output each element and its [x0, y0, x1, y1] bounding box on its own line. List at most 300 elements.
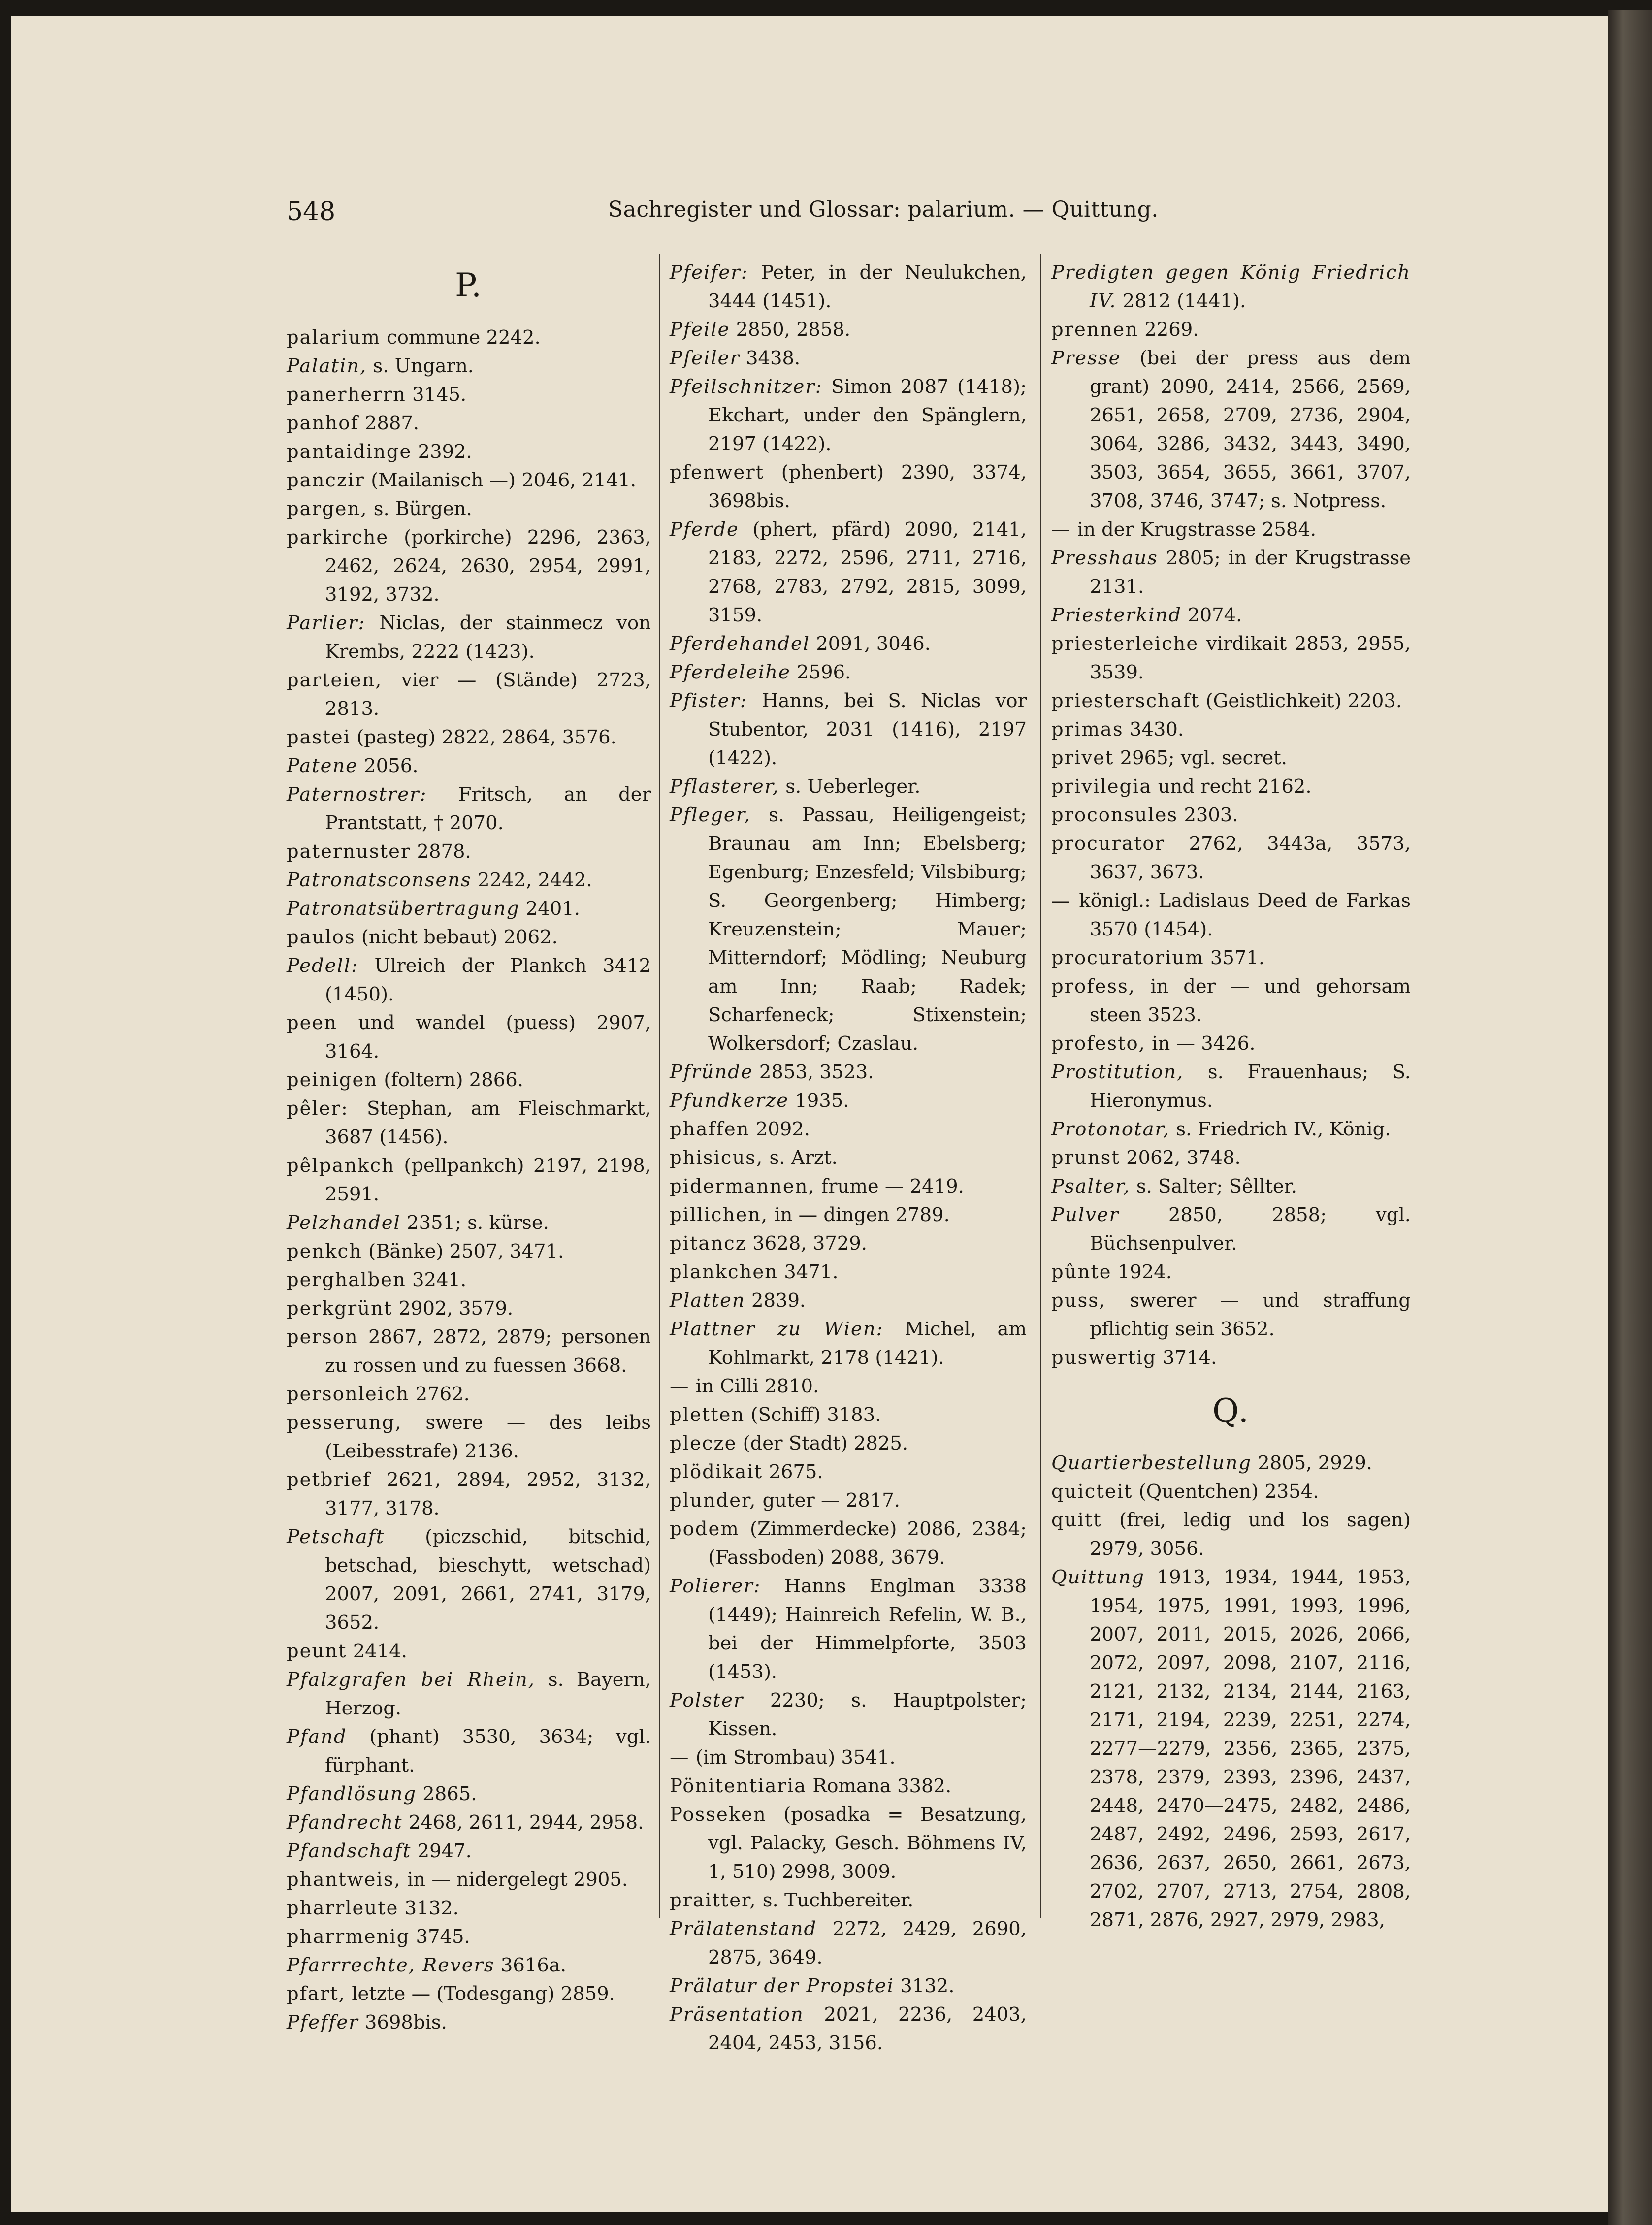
index-entry	[1051, 1506, 1411, 1563]
entry-references: 3438.	[746, 347, 801, 369]
index-entry	[670, 458, 1027, 516]
index-entry	[1051, 801, 1411, 830]
entry-references: 2887.	[364, 412, 420, 434]
index-entry	[670, 658, 1027, 687]
entry-headword: Polster	[670, 1689, 744, 1711]
index-entry	[287, 523, 651, 609]
index-entry	[1051, 1172, 1411, 1201]
entry-references: s. Ungarn.	[373, 355, 474, 377]
index-entry	[287, 666, 651, 723]
entry-references: 2401.	[525, 898, 580, 920]
index-entry	[287, 1637, 651, 1666]
entry-references: 3132.	[404, 1897, 459, 1919]
entry-headword: pletten	[670, 1404, 745, 1426]
entry-references: 2902, 3579.	[398, 1297, 514, 1320]
entry-references: s. Salter; Sêllter.	[1136, 1175, 1297, 1197]
entry-references: Simon 2087 (1418); Ekchart, under den Spänglern, 2197 (1422).	[708, 376, 1027, 455]
entry-references: (phenbert) 2390, 3374, 3698bis.	[708, 461, 1027, 512]
index-entry	[287, 323, 651, 352]
entry-headword: Prälatenstand	[670, 1918, 817, 1940]
index-entry	[287, 2008, 651, 2037]
entry-headword: Pferdehandel	[670, 633, 810, 655]
entry-references: 2303.	[1184, 804, 1238, 826]
entry-references: (piczschid, bitschid, betschad, bieschytt, wetschad) 2007, 2091, 2661, 2741, 3179, 3652.	[325, 1526, 651, 1634]
index-entry	[287, 1894, 651, 1923]
index-entry	[1051, 601, 1411, 630]
entry-references: 1935.	[795, 1090, 849, 1112]
index-entry	[287, 1723, 651, 1780]
entry-references: 2351; s. kürse.	[407, 1212, 549, 1234]
entry-references: 2762.	[415, 1383, 470, 1405]
index-entry	[670, 516, 1027, 630]
entry-headword: pfenwert	[670, 461, 765, 484]
entry-headword: perghalben	[287, 1269, 406, 1291]
entry-references: s. Ueberleger.	[785, 775, 921, 798]
entry-references: 2062, 3748.	[1126, 1147, 1241, 1169]
index-entry	[287, 895, 651, 923]
index-entry	[287, 1866, 651, 1894]
entry-references: 2242, 2442.	[478, 869, 592, 891]
entry-references: 2965; vgl. secret.	[1120, 747, 1288, 769]
index-entry	[1051, 544, 1411, 601]
index-entry	[670, 1172, 1027, 1201]
index-entry	[1051, 344, 1411, 516]
index-entry	[670, 1229, 1027, 1258]
entry-references: (frei, ledig und los sagen) 2979, 3056.	[1090, 1509, 1411, 1560]
index-entry	[670, 1201, 1027, 1229]
entry-references: 2805, 2929.	[1258, 1452, 1372, 1474]
entry-headword: pastei	[287, 726, 351, 748]
entry-headword: peunt	[287, 1640, 347, 1662]
entry-references: 3714.	[1163, 1347, 1217, 1369]
index-entry	[1051, 830, 1411, 887]
entry-headword: Psalter,	[1051, 1175, 1131, 1197]
entry-headword: Pfandrecht	[287, 1811, 403, 1834]
index-entry	[1051, 1201, 1411, 1258]
index-entry	[670, 1429, 1027, 1458]
index-entry	[1051, 1058, 1411, 1115]
entry-references: (der Stadt) 2825.	[743, 1432, 908, 1454]
index-entry	[287, 438, 651, 466]
entry-headword: Pfeile	[670, 319, 730, 341]
index-entry	[670, 1087, 1027, 1115]
entry-references: (Zimmerdecke) 2086, 2384; (Fassboden) 2088, 3679.	[708, 1518, 1027, 1569]
entry-headword: Pflasterer,	[670, 775, 780, 798]
entry-headword: peen	[287, 1012, 338, 1034]
entry-references: (foltern) 2866.	[384, 1069, 524, 1091]
entry-headword: Petschaft	[287, 1526, 385, 1548]
index-entry	[287, 1237, 651, 1266]
index-entry	[287, 838, 651, 866]
entry-references: 2056.	[364, 755, 419, 777]
index-entry	[1051, 1115, 1411, 1144]
entry-references: 1924.	[1117, 1261, 1172, 1283]
index-entry	[287, 1980, 651, 2008]
entry-headword: pesserung,	[287, 1412, 402, 1434]
index-entry	[287, 752, 651, 780]
index-entry	[1051, 715, 1411, 744]
entry-headword: penkch	[287, 1240, 362, 1262]
index-entry	[670, 1772, 1027, 1801]
entry-headword: pêlpankch	[287, 1155, 395, 1177]
entry-references: frume — 2419.	[821, 1175, 964, 1197]
index-entry	[1051, 1258, 1411, 1287]
entry-headword: quicteit	[1051, 1481, 1133, 1503]
entry-headword: plunder,	[670, 1489, 757, 1512]
entry-headword: pfart,	[287, 1983, 346, 2005]
entry-headword: pantaidinge	[287, 441, 412, 463]
entry-headword: plankchen	[670, 1261, 778, 1283]
entry-headword: phisicus,	[670, 1147, 764, 1169]
entry-references: letzte — (Todesgang) 2859.	[352, 1983, 615, 2005]
entry-headword: pitancz	[670, 1232, 747, 1255]
entry-headword: parteien,	[287, 669, 383, 691]
entry-references: Fritsch, an der Prantstatt, † 2070.	[325, 783, 651, 834]
index-entry	[287, 1323, 651, 1380]
entry-references: 2269.	[1144, 319, 1199, 341]
entry-headword: pêler:	[287, 1097, 349, 1120]
entry-references: 3145.	[412, 384, 467, 406]
entry-headword: petbrief	[287, 1469, 371, 1491]
index-entry	[670, 1572, 1027, 1686]
index-entry	[1051, 1030, 1411, 1058]
entry-headword: Pfarrrechte, Revers	[287, 1954, 495, 1976]
index-entry	[287, 1152, 651, 1209]
entry-references: 2867, 2872, 2879; personen zu rossen und zu fuessen 3668.	[325, 1326, 651, 1377]
index-entry	[1051, 516, 1411, 544]
entry-references: 2392.	[418, 441, 472, 463]
entry-references: (nicht bebaut) 2062.	[361, 926, 558, 948]
entry-headword: Plattner zu Wien:	[670, 1318, 884, 1340]
entry-headword: Pfeiler	[670, 347, 740, 369]
entry-headword: Pfründe	[670, 1061, 753, 1083]
entry-references: in — 3426.	[1152, 1032, 1256, 1055]
index-entry	[287, 923, 651, 952]
entry-headword: Priesterkind	[1051, 604, 1182, 626]
column-rule-right	[1040, 254, 1041, 1918]
entry-headword: Pfeffer	[287, 2011, 359, 2033]
index-entry	[287, 495, 651, 523]
entry-references: in — dingen 2789.	[774, 1204, 950, 1226]
entry-references: (pellpankch) 2197, 2198, 2591.	[325, 1155, 651, 1205]
entry-headword: quitt	[1051, 1509, 1102, 1531]
book-edge	[1608, 10, 1652, 2225]
entry-headword: Pfister:	[670, 690, 747, 712]
entry-headword: panhof	[287, 412, 359, 434]
entry-references: in der Krugstrasse 2584.	[1077, 518, 1317, 541]
entry-references: 2805; in der Krugstrasse 2131.	[1090, 547, 1411, 598]
entry-references: swerer — und straffung pflichtig sein 3652.	[1090, 1290, 1411, 1340]
entry-references: 2853, 3523.	[759, 1061, 874, 1083]
entry-references: 2762, 3443a, 3573, 3637, 3673.	[1090, 833, 1411, 883]
index-entry	[1051, 773, 1411, 801]
index-entry	[287, 866, 651, 895]
entry-headword: procurator	[1051, 833, 1165, 855]
index-entry	[287, 1780, 651, 1808]
entry-headword: Patronatsübertragung	[287, 898, 520, 920]
index-entry	[670, 2000, 1027, 2058]
entry-references: 2878.	[417, 840, 471, 863]
entry-references: (porkirche) 2296, 2363, 2462, 2624, 2630, 2954, 2991, 3192, 3732.	[325, 526, 651, 606]
entry-headword: pidermannen,	[670, 1175, 815, 1197]
entry-references: 3698bis.	[364, 2011, 447, 2033]
index-entry	[670, 1515, 1027, 1572]
index-entry	[670, 1486, 1027, 1515]
index-entry	[670, 1972, 1027, 2000]
entry-headword: panerherrn	[287, 384, 406, 406]
index-entry	[670, 316, 1027, 344]
entry-headword: plecze	[670, 1432, 737, 1454]
entry-references: commune 2242.	[387, 326, 541, 349]
index-entry	[1051, 1344, 1411, 1372]
entry-headword: Pelzhandel	[287, 1212, 401, 1234]
entry-headword: plödikait	[670, 1461, 763, 1483]
entry-references: 2850, 2858.	[736, 319, 851, 341]
entry-references: und recht 2162.	[1158, 775, 1312, 798]
index-entry	[287, 609, 651, 666]
entry-references: 3241.	[412, 1269, 467, 1291]
entry-headword: pillichen,	[670, 1204, 769, 1226]
entry-headword: —	[1051, 890, 1071, 912]
index-entry	[1051, 687, 1411, 715]
entry-headword: procuratorium	[1051, 947, 1204, 969]
entry-references: (Quentchen) 2354.	[1138, 1481, 1319, 1503]
entry-headword: profesto,	[1051, 1032, 1146, 1055]
entry-headword: Quittung	[1051, 1566, 1145, 1588]
entry-headword: —	[1051, 518, 1071, 541]
entry-headword: palarium	[287, 326, 381, 349]
entry-headword: primas	[1051, 718, 1124, 741]
index-entry	[287, 1409, 651, 1466]
entry-references: 2596.	[797, 661, 851, 683]
index-entry	[670, 344, 1027, 373]
section-letter-q: Q.	[1212, 1392, 1250, 1430]
entry-headword: Protonotar,	[1051, 1118, 1170, 1140]
entry-headword: Platten	[670, 1290, 745, 1312]
entry-headword: Pfandschaft	[287, 1840, 412, 1862]
index-entry	[670, 1915, 1027, 1972]
entry-references: Peter, in der Neulukchen, 3444 (1451).	[708, 261, 1027, 312]
index-entry	[1051, 944, 1411, 972]
entry-references: und wandel (puess) 2907, 3164.	[325, 1012, 651, 1063]
index-entry	[670, 1801, 1027, 1886]
index-entry	[287, 1837, 651, 1866]
entry-headword: puswertig	[1051, 1347, 1157, 1369]
index-entry	[1051, 1449, 1411, 1478]
entry-headword: —	[670, 1375, 690, 1397]
entry-references: 3471.	[784, 1261, 839, 1283]
entry-references: 3430.	[1129, 718, 1184, 741]
entry-headword: pûnte	[1051, 1261, 1112, 1283]
index-entry	[287, 352, 651, 381]
entry-headword: Predigten gegen König Friedrich IV.	[1051, 261, 1411, 312]
index-entry	[1051, 887, 1411, 944]
entry-references: 2414.	[353, 1640, 407, 1662]
entry-references: s. Arzt.	[769, 1147, 838, 1169]
entry-references: 2839.	[751, 1290, 806, 1312]
page-number: 548	[287, 197, 336, 226]
entry-references: virdikait 2853, 2955, 3539.	[1090, 633, 1411, 683]
entry-headword: panczir	[287, 469, 365, 491]
entry-references: 3571.	[1210, 947, 1265, 969]
index-entry	[1051, 316, 1411, 344]
entry-headword: pharrmenig	[287, 1926, 410, 1948]
index-column-1	[287, 258, 651, 2037]
running-head: Sachregister und Glossar: palarium. — Quittung.	[608, 197, 1159, 222]
entry-headword: Presshaus	[1051, 547, 1158, 569]
entry-references: in Cilli 2810.	[695, 1375, 819, 1397]
entry-headword: Präsentation	[670, 2003, 804, 2026]
entry-references: 3132.	[900, 1975, 955, 1997]
entry-headword: person	[287, 1326, 358, 1348]
entry-headword: Pfand	[287, 1726, 347, 1748]
entry-headword: puss,	[1051, 1290, 1106, 1312]
entry-headword: Polierer:	[670, 1575, 761, 1597]
entry-headword: Posseken	[670, 1804, 767, 1826]
index-entry	[1051, 744, 1411, 773]
entry-references: 2947.	[417, 1840, 472, 1862]
index-entry	[287, 780, 651, 838]
entry-references: (pasteg) 2822, 2864, 3576.	[356, 726, 616, 748]
entry-headword: Prälatur der Propstei	[670, 1975, 894, 1997]
index-entry	[287, 1209, 651, 1237]
entry-headword: proconsules	[1051, 804, 1178, 826]
index-entry	[287, 381, 651, 409]
entry-references: s. Passau, Heiligengeist; Braunau am Inn; Ebelsberg; Egenburg; Enzesfeld; Vilsbiburg; S. Georgenberg; Himberg; Kreuzenstein; Mauer; Mitterndorf; Mödling; Neuburg am Inn; Raab; Radek; Scharfeneck; Stixenstein; Wolkersdorf; Czaslau.	[708, 804, 1027, 1055]
index-entry	[287, 1951, 651, 1980]
entry-references: 2468, 2611, 2944, 2958.	[408, 1811, 644, 1834]
entry-headword: Pferdeleihe	[670, 661, 791, 683]
entry-headword: prunst	[1051, 1147, 1120, 1169]
entry-references: Michel, am Kohlmarkt, 2178 (1421).	[708, 1318, 1027, 1369]
entry-references: 2021, 2236, 2403, 2404, 2453, 3156.	[708, 2003, 1027, 2054]
entry-headword: pargen,	[287, 498, 368, 520]
entry-references: (Geistlichkeit) 2203.	[1205, 690, 1402, 712]
index-entry	[670, 687, 1027, 773]
entry-references: Stephan, am Fleischmarkt, 3687 (1456).	[325, 1097, 651, 1148]
entry-headword: Prostitution,	[1051, 1061, 1184, 1083]
index-entry	[670, 801, 1027, 1058]
entry-references: (Mailanisch —) 2046, 2141.	[371, 469, 637, 491]
entry-references: swere — des leibs (Leibesstrafe) 2136.	[325, 1412, 651, 1462]
entry-headword: Pfeilschnitzer:	[670, 376, 823, 398]
column-rule-left	[659, 254, 660, 1918]
entry-references: vier — (Stände) 2723, 2813.	[325, 669, 651, 720]
entry-references: in der — und gehorsam steen 3523.	[1090, 975, 1411, 1026]
entry-headword: praitter,	[670, 1889, 757, 1911]
entry-headword: Palatin,	[287, 355, 367, 377]
entry-headword: —	[670, 1746, 690, 1769]
index-entry	[1051, 1144, 1411, 1172]
entry-headword: privet	[1051, 747, 1114, 769]
entry-headword: Paternostrer:	[287, 783, 427, 806]
index-entry	[1051, 972, 1411, 1030]
index-entry	[1051, 1287, 1411, 1344]
index-entry	[287, 1095, 651, 1152]
index-entry	[287, 1294, 651, 1323]
index-entry	[287, 1666, 651, 1723]
section-letter-p: P.	[454, 266, 483, 304]
index-entry	[1051, 1563, 1411, 1935]
entry-references: 2272, 2429, 2690, 2875, 3649.	[708, 1918, 1027, 1968]
index-entry	[287, 1266, 651, 1294]
entry-references: s. Friedrich IV., König.	[1176, 1118, 1391, 1140]
entry-headword: Parlier:	[287, 612, 366, 634]
entry-headword: peinigen	[287, 1069, 378, 1091]
entry-references: 2812 (1441).	[1122, 290, 1246, 312]
entry-headword: profess,	[1051, 975, 1136, 998]
index-entry	[287, 1009, 651, 1066]
entry-headword: parkirche	[287, 526, 389, 548]
entry-headword: Pfundkerze	[670, 1090, 789, 1112]
entry-references: 3616a.	[500, 1954, 567, 1976]
entry-references: 2850, 2858; vgl. Büchsenpulver.	[1090, 1204, 1411, 1255]
index-entry	[287, 409, 651, 438]
entry-headword: paulos	[287, 926, 356, 948]
index-entry	[287, 723, 651, 752]
index-entry	[1051, 258, 1411, 316]
entry-references: Hanns Englman 3338 (1449); Hainreich Refelin, W. B., bei der Himmelpforte, 3503 (1453).	[708, 1575, 1027, 1683]
entry-references: Romana 3382.	[812, 1775, 952, 1797]
entry-references: (bei der press aus dem grant) 2090, 2414, 2566, 2569, 2651, 2658, 2709, 2736, 2904, 3064, 3286, 3432, 3443, 3490, 3503, 3654, 3655, 3661, 3707, 3708, 3746, 3747; s. Notpress.	[1090, 347, 1411, 512]
index-entry	[1051, 1478, 1411, 1506]
entry-headword: priesterleiche	[1051, 633, 1199, 655]
entry-headword: personleich	[287, 1383, 410, 1405]
entry-references: 2621, 2894, 2952, 3132, 3177, 3178.	[325, 1469, 651, 1519]
entry-references: Hanns, bei S. Niclas vor Stubentor, 2031 (1416), 2197 (1422).	[708, 690, 1027, 769]
index-column-3	[1051, 258, 1411, 1935]
index-entry	[287, 1066, 651, 1095]
entry-references: s. Frauenhaus; S. Hieronymus.	[1090, 1061, 1411, 1112]
entry-headword: Quartierbestellung	[1051, 1452, 1252, 1474]
index-entry	[287, 466, 651, 495]
entry-references: (phert, pfärd) 2090, 2141, 2183, 2272, 2596, 2711, 2716, 2768, 2783, 2792, 2815, 3099, 3159.	[708, 518, 1027, 626]
index-entry	[670, 773, 1027, 801]
entry-headword: Pferde	[670, 518, 739, 541]
index-entry	[670, 1458, 1027, 1486]
index-entry	[670, 1372, 1027, 1401]
index-entry	[670, 1686, 1027, 1743]
entry-references: s. Tuchbereiter.	[762, 1889, 914, 1911]
entry-references: königl.: Ladislaus Deed de Farkas 3570 (1454).	[1079, 890, 1411, 940]
index-entry	[670, 1315, 1027, 1372]
entry-headword: Pfandlösung	[287, 1783, 417, 1805]
entry-headword: privilegia	[1051, 775, 1152, 798]
index-entry	[670, 630, 1027, 658]
entry-headword: paternuster	[287, 840, 411, 863]
entry-headword: priesterschaft	[1051, 690, 1200, 712]
index-column-2	[670, 258, 1027, 2058]
entry-references: 2092.	[755, 1118, 810, 1140]
entry-headword: Pedell:	[287, 955, 358, 977]
index-entry	[287, 1466, 651, 1523]
entry-headword: pharrleute	[287, 1897, 399, 1919]
entry-headword: phaffen	[670, 1118, 750, 1140]
index-entry	[670, 1287, 1027, 1315]
index-entry	[670, 1144, 1027, 1172]
index-entry	[287, 952, 651, 1009]
entry-headword: perkgrünt	[287, 1297, 393, 1320]
entry-references: guter — 2817.	[762, 1489, 900, 1512]
entry-headword: Patronatsconsens	[287, 869, 472, 891]
entry-references: (Bänke) 2507, 3471.	[368, 1240, 564, 1262]
entry-references: 3745.	[416, 1926, 470, 1948]
entry-references: 2675.	[769, 1461, 823, 1483]
index-entry	[287, 1923, 651, 1951]
index-entry	[670, 1258, 1027, 1287]
entry-references: in — nidergelegt 2905.	[407, 1869, 628, 1891]
entry-headword: podem	[670, 1518, 740, 1540]
